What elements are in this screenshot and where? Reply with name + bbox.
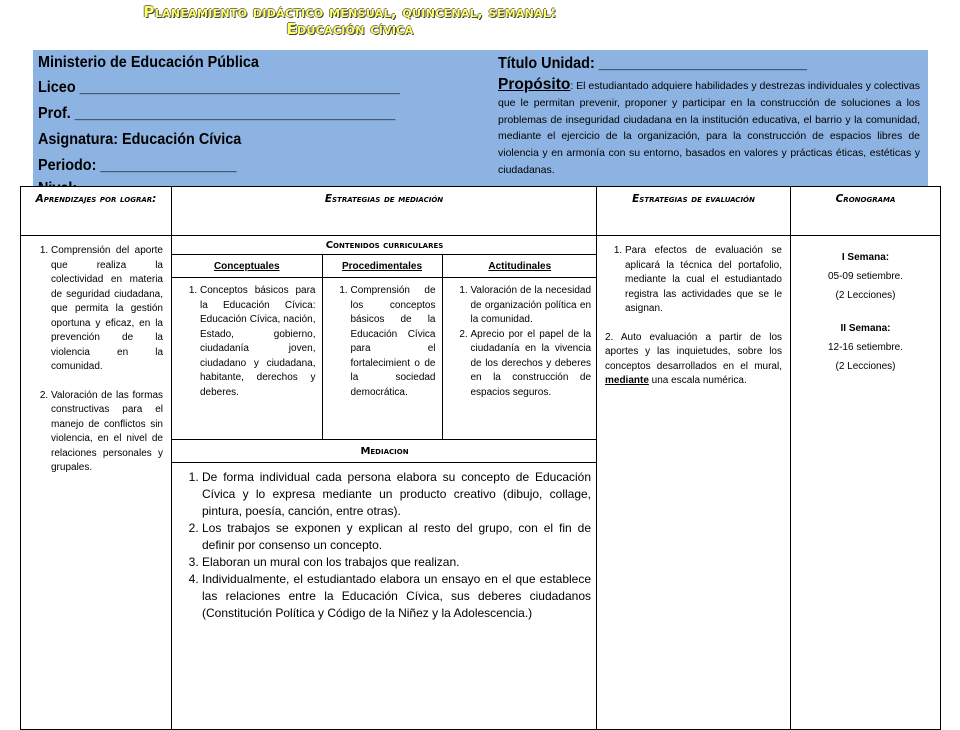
conceptual-item: 1. Conceptos básicos para la Educación Cívica: Educación Cívica, nación, Estado, gobierno, ciudadanía joven, ciudadano y ciudadana, habitante, derechos y deberes. (200, 284, 316, 400)
proposito-text: : El estudiantado adquiere habilidades y destrezas individuales y colectivas que le permitan prevenir, proponer y participar en la construcción de soluciones a los problemas de inseguridad ciudadana en la institución educativa, el barrio y la comunidad, mediante el ejercicio de la organización, para la construcción de espacios libres de violencia y en armonía con su entorno, basados en valores y prácticas éticas, estéticas y ciudadanas. (498, 80, 920, 176)
periodo-field: Periodo: _________________ (38, 157, 237, 174)
titulo-unidad-field: Título Unidad: __________________________ (498, 55, 808, 72)
week-2-title: II Semana: (840, 323, 891, 334)
prof-field: Prof. ________________________________________ (38, 105, 396, 122)
mediacion-title: Mediacion (172, 440, 597, 463)
conceptuales-cell (172, 278, 322, 440)
sub-header-actitudinales: Actitudinales (442, 255, 597, 278)
ministerio-label: Ministerio de Educación Pública (38, 54, 259, 71)
title-line-1: Planeamiento didáctico mensual, quincenal, semanal: (143, 3, 557, 21)
evaluacion-item-2-text: 2. Auto evaluación a partir de los aportes y las inquietudes, sobre los conceptos desarrollados en el mural, (605, 331, 782, 372)
header-aprendizajes: Aprendizajes por lograr: (21, 187, 172, 236)
procedimental-item: 1. Comprensión de los conceptos básicos de la Educación Cívica para el fortalecimient o de la sociedad democrática. (351, 284, 436, 400)
cronograma-cell (791, 236, 941, 730)
mediacion-activities (172, 463, 597, 627)
header-info-box (33, 50, 928, 186)
liceo-field: Liceo ________________________________________ (38, 79, 400, 96)
header-estrategias-evaluacion: Estrategias de evaluación (597, 187, 791, 236)
week-2-dates: 12-16 setiembre. (827, 342, 904, 353)
mediacion-item: 2. Los trabajos se exponen y explican al resto del grupo, con el fin de definir por consenso un concepto. (202, 520, 591, 554)
week-2-lessons: (2 Lecciones) (835, 361, 896, 372)
procedimentales-cell (322, 278, 442, 440)
title-line-2: Educación cívica (286, 20, 414, 38)
mediacion-cell (172, 236, 597, 730)
week-1-title: I Semana: (841, 252, 890, 263)
planning-table (20, 186, 941, 730)
contenidos-table (172, 236, 597, 626)
evaluacion-item: 1. Para efectos de evaluación se aplicará la técnica del portafolio, mediante la cual el estudiantado registra las actividades que se le asignan. (625, 244, 782, 317)
asignatura-label: Asignatura: Educación Cívica (38, 131, 242, 148)
page-title (0, 4, 700, 38)
contenidos-title: Contenidos curriculares (172, 236, 597, 255)
header-cronograma: Cronograma (791, 187, 941, 236)
mediacion-item: 1. De forma individual cada persona elabora su concepto de Educación Cívica y lo expresa mediante un producto creativo (dibujo, collage, pintura, poesía, canción, entre otras). (202, 469, 591, 520)
proposito-label: Propósito (498, 76, 571, 93)
week-1-dates: 05-09 setiembre. (827, 271, 904, 282)
evaluacion-item-2 (601, 331, 782, 389)
aprendizaje-item: 2. Valoración de las formas constructivas para el manejo de conflictos sin violencia, en el nivel de relaciones personales y grupales. (51, 389, 163, 476)
aprendizajes-cell (21, 236, 172, 730)
table-body-row (21, 236, 941, 730)
sub-header-procedimentales: Procedimentales (322, 255, 442, 278)
header-estrategias-mediacion: Estrategias de mediación (172, 187, 597, 236)
mediacion-item: 3. Elaboran un mural con los trabajos que realizan. (202, 554, 591, 571)
mediacion-item: 4. Individualmente, el estudiantado elabora un ensayo en el que establece las relaciones entre la Educación Cívica, sus deberes ciudadanos (Constitución Política y Código de la Niñez y la Adolescencia.) (202, 571, 591, 622)
actitudinales-cell (442, 278, 597, 440)
aprendizaje-item: 1. Comprensión del aporte que realiza la colectividad en materia de seguridad ciudadana, que permita la gestión oportuna y eficaz, en la prevención de la violencia en la comunidad. (51, 244, 163, 375)
actitudinal-item: 1. Valoración de la necesidad de organización política en la comunidad. (471, 284, 592, 328)
proposito-paragraph (498, 77, 920, 179)
sub-header-conceptuales: Conceptuales (172, 255, 322, 278)
evaluacion-item-2-underline: mediante (605, 375, 649, 386)
table-header-row (21, 187, 941, 236)
week-1-lessons: (2 Lecciones) (835, 290, 896, 301)
actitudinal-item: 2. Aprecio por el papel de la ciudadanía en la vivencia de los derechos y deberes en la construcción de espacios seguros. (471, 328, 592, 401)
evaluacion-item-2-end: una escala numérica. (648, 375, 747, 386)
evaluacion-cell (597, 236, 791, 730)
